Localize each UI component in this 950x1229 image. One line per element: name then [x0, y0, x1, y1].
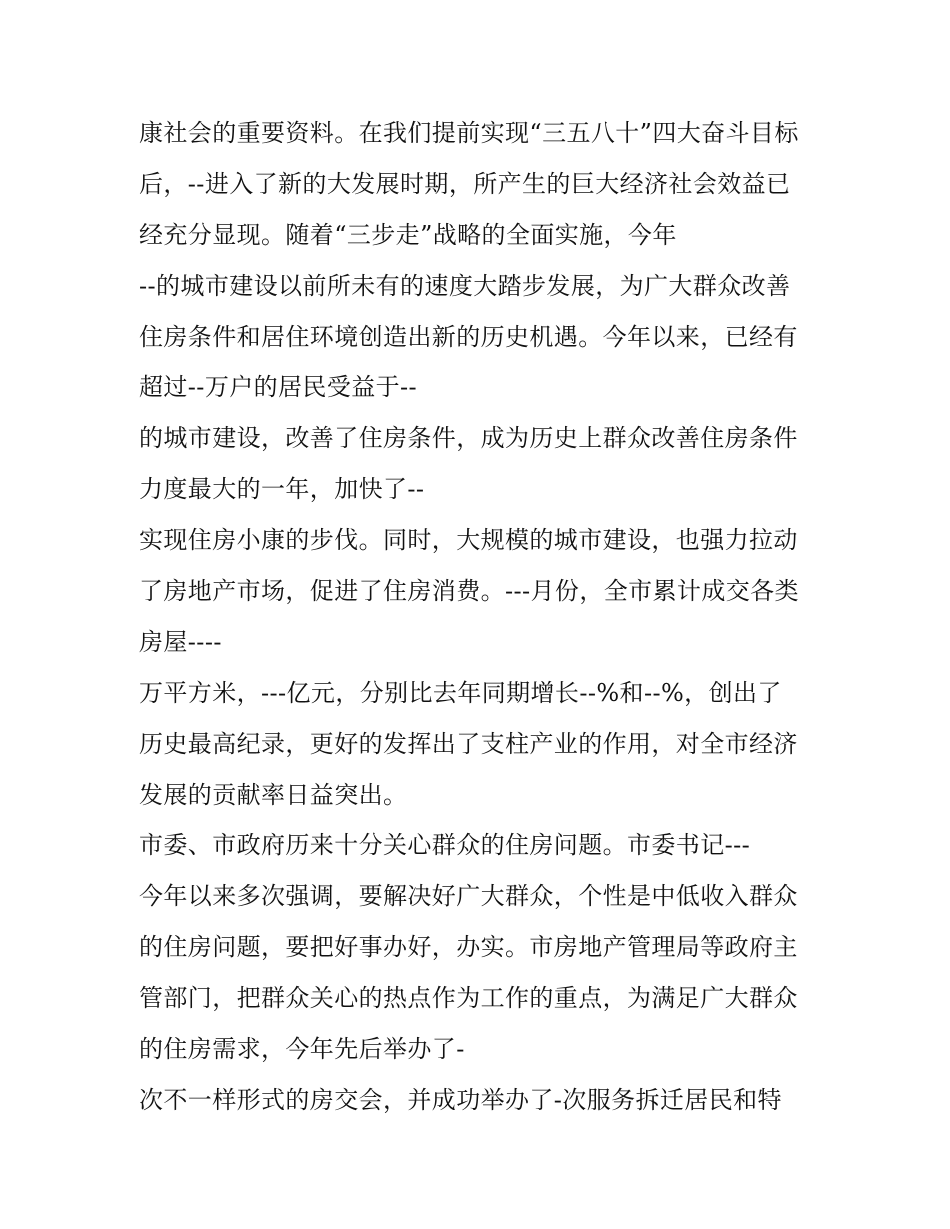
text-line-1: 康社会的重要资料。在我们提前实现“三五八十”四大奋斗目标 — [139, 119, 799, 147]
text-line-15: 市委、市政府历来十分关心群众的住房问题。市委书记--- — [139, 831, 751, 860]
text-line-16: 今年以来多次强调，要解决好广大群众，个性是中低收入群众 — [139, 882, 798, 911]
text-line-6: 超过--万户的居民受益于-- — [139, 373, 418, 402]
text-line-8: 力度最大的一年，加快了-- — [139, 475, 425, 504]
text-line-3: 经充分显现。随着“三步走”战略的全面实施，今年 — [139, 220, 677, 249]
text-line-11: 房屋---- — [139, 627, 222, 656]
text-line-7: 的城市建设，改善了住房条件，成为历史上群众改善住房条件 — [139, 424, 798, 453]
text-line-9: 实现住房小康的步伐。同时，大规模的城市建设，也强力拉动 — [139, 526, 798, 555]
text-line-18: 管部门，把群众关心的热点作为工作的重点，为满足广大群众 — [139, 984, 798, 1013]
text-line-4: --的城市建设以前所未有的速度大踏步发展，为广大群众改善 — [139, 271, 791, 300]
text-line-13: 历史最高纪录，更好的发挥出了支柱产业的作用，对全市经济 — [139, 729, 798, 758]
text-line-12: 万平方米，---亿元，分别比去年同期增长--%和--%，创出了 — [139, 678, 782, 707]
body-text — [139, 108, 829, 1126]
text-line-10: 了房地产市场，促进了住房消费。---月份，全市累计成交各类 — [139, 577, 799, 606]
text-line-2: 后，--进入了新的大发展时期，所产生的巨大经济社会效益已 — [139, 169, 791, 198]
text-line-17: 的住房问题，要把好事办好，办实。市房地产管理局等政府主 — [139, 933, 798, 962]
text-line-5: 住房条件和居住环境创造出新的历史机遇。今年以来，已经有 — [139, 322, 798, 351]
text-line-19: 的住房需求，今年先后举办了- — [139, 1035, 465, 1064]
text-line-14: 发展的贡献率日益突出。 — [139, 780, 408, 809]
text-line-20: 次不一样形式的房交会，并成功举办了-次服务拆迁居民和特 — [139, 1085, 782, 1114]
